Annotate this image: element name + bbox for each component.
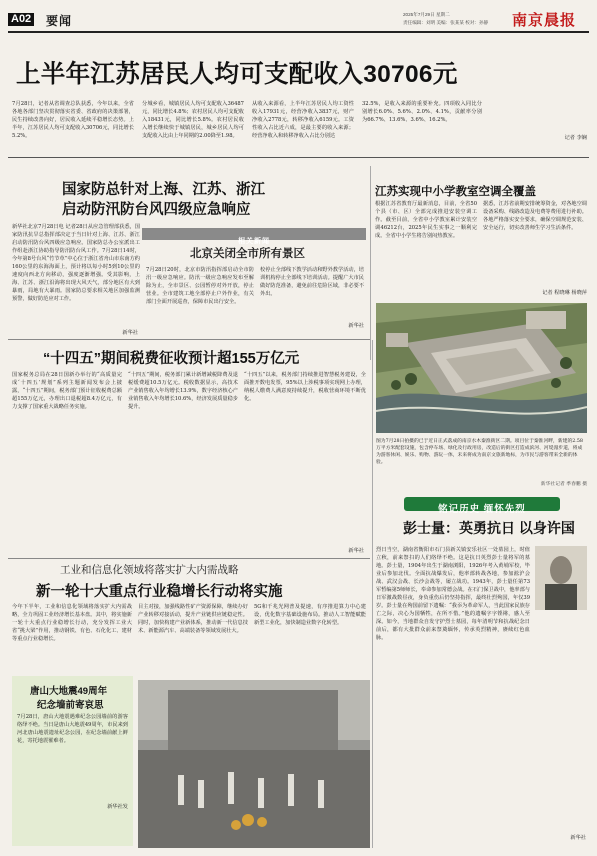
- industry-headline: 新一轮十大重点行业稳增长行动将实施: [36, 584, 283, 600]
- section-name: 要闻: [46, 14, 73, 28]
- industry-kicker: 工业和信息化领域将落实扩大内需战略: [60, 564, 239, 576]
- related-tag-label: 相关新闻: [238, 238, 270, 245]
- tax-col2: “十四五”期间，税务部门累计新增减税降费及退税缓费超10.5万亿元。税收数据显示，高技术产业销售收入年均增长13.9%，数字经济核心产业销售收入年均增长10.6%，经济发展质量稳步提升。: [128, 372, 238, 410]
- flood-headline-1: 国家防总针对上海、江苏、浙江: [62, 182, 265, 198]
- flood-headline-2: 启动防汛防台风四级应急响应: [62, 202, 251, 218]
- industry-rule: [8, 558, 370, 559]
- page-label: A02: [11, 13, 32, 25]
- masthead-rule: [8, 31, 589, 33]
- industry-col1: 今年下半年，工业和信息化领域将落实扩大内需战略，全力巩固工业经济增长基本盘。其中，将实施新一轮十大重点行业稳增长行动，充分发挥工业大省“挑大梁”作用，推动钢铁、有色、石化化工、建材等重点行业稳增长。: [12, 604, 132, 642]
- industry-col2: 目主对接，加强线路性矿产资源保障，继续办好产业转移对接活动，提升产业链供应链稳定性。同时，加快构建产业新体系，推动新一代信息技术、新能源汽车、高端装备等领域发展壮大。: [138, 604, 248, 634]
- tangshan-body: 7月28日，唐山大地震遇难纪念公园墙前的游客络绎不绝。当日是唐山大地震49周年，市民来到河北唐山地震遗址纪念公园，在纪念墙前献上鲜花，寄托地震罹难者。: [17, 714, 128, 744]
- ac-headline: 江苏实现中小学教室空调全覆盖: [375, 186, 536, 198]
- history-agency: 新华社: [570, 835, 586, 841]
- history-headline: 彭士量：英勇抗日 以身许国: [403, 520, 575, 536]
- tangshan-agency: 新华社发: [107, 804, 128, 810]
- photo-caption: 图为7月28日拍摄的已于近日正式落成的南京水木秦淮街区二期。项目位于秦淮河畔，新建的2.58万平方米配套设施，包含停车场、绿化及行政用房，改造后的街区打造成滨河、河堤漫步道，将成为游客休闲、娱乐、购物、游玩一体，未来将成为南京文旅新地标，为市民与游客带来全新的体验。: [376, 439, 583, 465]
- history-body: 烈日当空，湖南省衡阳市石门县新关镇安乐社区一处墓园上，时值立秋，前来祭扫的人们络绎不绝。这是抗日英烈彭士量将军的墓地。彭士量，1904年出生于湖南浏阳，1926年考入黄埔军校，毕业后参加北伐。全面抗战爆发后，他率部转战各地，参加淞沪会战、武汉会战、长沙会战等，屡立战功。1943年，彭士量任第73军暂编第5师师长，奉命参加常德会战。在石门保卫战中，他率部与日军激战数昼夜，身负重伤后仍坚持指挥，最终壮烈殉国，年仅39岁。彭士量在殉国前留下遗嘱：“我忝为革命军人，当此国家民族存亡之际，决心为国牺牲，在所不惜。”他的遗嘱字字铿锵，感人至深。如今，当地群众自发守护烈士墓园，每年清明节和抗战纪念日前后，都有大批群众前来祭奠缅怀，传承英烈精神，赓续红色血脉。: [376, 547, 530, 641]
- lead-col2: 分城乡看，城镇居民人均可支配收入36487元，同比增长4.8%；农村居民人均可支配收入18431元，同比增长5.8%。农村居民收入增长继续快于城镇居民，城乡居民人均可支配收入比由上年同期的2.00降至1.98。: [142, 101, 244, 139]
- ac-col1: 根据江苏省教育厅最新消息，目前，全省50个县（市、区）全部完成推进安装空调工作。截至目前，全省中小学教室累计安装空调46212台，2025年民生实事之一顺利完成。全省中小学生将告别闷热教室。: [375, 201, 477, 239]
- lead-col3: 从收入来源看，上半年江苏居民人均工资性收入17931元，经营净收入3837元，财产净收入2778元，转移净收入6159元。工资性收入占比近六成，是最主要的收入来源；经营净收入和转移净收入占比分别达: [252, 101, 354, 139]
- ac-byline: 记者 程晓琳 杨晓萍: [542, 290, 587, 296]
- industry-col3: 5G和千兆光网普及提速，有序推进算力中心建设，优化数字基础设施布局。推动人工智能赋能新型工业化，加快制造业数字化转型。: [254, 604, 366, 626]
- lead-headline: 上半年江苏居民人均可支配收入30706元: [16, 61, 458, 88]
- lead-rule: [8, 157, 589, 158]
- lead-col5: [490, 100, 587, 150]
- related-headline: 北京关闭全市所有景区: [190, 248, 305, 260]
- related-col2: 校停止全部线下教学活动和野外教学活动，培训机构停止全部线下培训活动。提醒广大市民做好防范准备，避免前往危险区域，非必要不外出。: [260, 267, 364, 297]
- lead-byline: 记者 李娴: [564, 135, 587, 141]
- portrait-photo: [535, 546, 587, 610]
- related-agency: 新华社: [348, 323, 364, 329]
- brand-logo: 南京晨报: [512, 11, 577, 29]
- tangshan-headline-2: 纪念墙前寄哀思: [37, 700, 104, 711]
- related-tag: [142, 228, 366, 245]
- tax-headline: “十四五”期间税费征收预计超155万亿元: [43, 351, 300, 367]
- date-line: 2025年7月29日 星期二: [403, 12, 450, 17]
- aerial-photo: [376, 303, 587, 433]
- ac-col2: 据悉，江苏省前期安排统筹资金，对各地空调设备采购、线路改造及电费等费用进行补助。各地严格落实安全要求，确保空调规范安装、安全运行，切实改善师生学习生活条件。: [483, 201, 587, 231]
- page-number: [8, 13, 34, 26]
- aerial-photo-art: [376, 303, 587, 433]
- history-banner: [404, 497, 560, 515]
- right-divider: [372, 340, 373, 848]
- editors-line: 责任编辑：刘明 美编：张某某 校对：孙静: [403, 20, 489, 25]
- flood-body: [12, 223, 140, 333]
- tax-rule: [8, 339, 370, 340]
- lead-col1: 7月28日，记者从省调查总队获悉，今年以来，全省各地各部门坚决贯彻落实省委、省政府的决策部署，民生持续改善向好，居民收入延续平稳增长态势。上半年，江苏居民人均可支配收入30706元，同比增长5.2%。: [12, 101, 134, 139]
- lead-col4: 32.5%，是收入来源的重要补充。四项收入同比分别增长6.0%、5.6%、2.0%、4.1%，贡献率分别为66.7%、13.6%、3.6%、16.2%。: [362, 101, 482, 123]
- photo-credit: 新华社记者 季春鹏 摄: [540, 482, 587, 487]
- flood-agency: 新华社: [122, 330, 138, 336]
- mid-divider: [370, 166, 371, 360]
- history-banner-label: 铭记历史 缅怀先烈: [438, 504, 526, 515]
- tangshan-box: [12, 676, 133, 846]
- tangshan-headline-1: 唐山大地震49周年: [30, 686, 108, 697]
- memorial-photo: [138, 680, 370, 848]
- tax-col3: “十四五”以来，税务部门持续推进智慧税务建设，全面推开数电发票，95%以上涉税事项实现网上办理，纳税人缴费人满意度持续提升，税收营商环境不断优化。: [244, 372, 366, 402]
- related-col1: 7月28日20时，北京市防汛指挥部启动全市防汛一级应急响应。防汛一级应急响应发布至解除为止，全市景区、公园暂停对外开放，停止营业。全市建筑工地全部停止户外作业，有关部门全面开展巡查，保障市民出行安全。: [146, 267, 254, 305]
- tax-agency: 新华社: [348, 548, 364, 554]
- memorial-art: [138, 680, 370, 848]
- flood-text: 新华社北京7月28日电 记者28日从应急管理部获悉，国家防汛抗旱总指挥部决定于当日针对上海、江苏、浙江启动防汛防台风四级应急响应。国家防总办公室派出工作组赴浙江协助指导防汛防台风工作。7月28日14时，今年第8号台风“竹节草”中心位于浙江省舟山市东南方约160公里的东海海面上，预计将以每小时5到10公里的速度向西北方向移动，强度逐渐增强。受其影响，上海、江苏、浙江沿海将出现大风天气，部分地区有大到暴雨，局地有大暴雨。国家防总要求相关地区加强监测预警，做好防范应对工作。: [12, 224, 140, 302]
- tax-col1: 国家税务总局在28日国新办举行的“高质量完成‘十四五’规划”系列主题新闻发布会上披露，“十四五”期间，税务部门预计征收税费总额超155万亿元，办理出口退税超8.4万亿元，有力支撑了国家重大战略任务实施。: [12, 372, 122, 410]
- portrait-art: [535, 546, 587, 610]
